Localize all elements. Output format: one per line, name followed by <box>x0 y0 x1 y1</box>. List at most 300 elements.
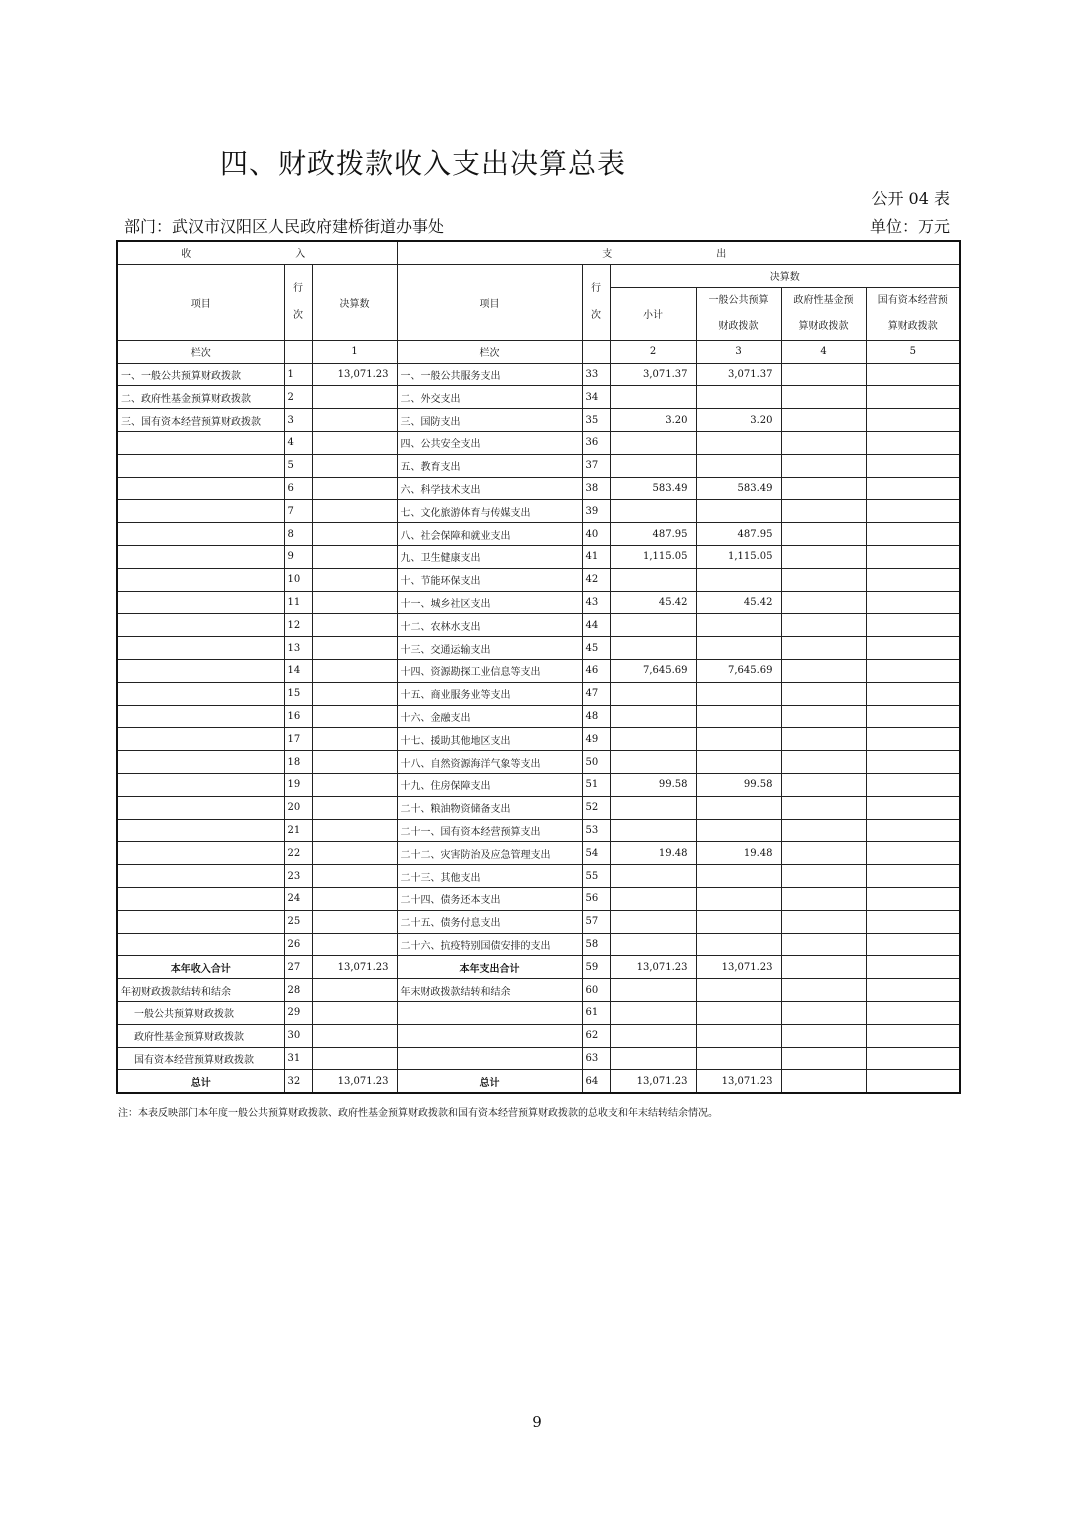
general-budget-cell <box>696 751 781 774</box>
general-budget-cell <box>696 682 781 705</box>
department-label: 部门：武汉市汉阳区人民政府建桥街道办事处 <box>124 217 445 236</box>
income-item-cell: 一、一般公共预算财政拨款 <box>117 363 284 386</box>
income-row-no-cell: 18 <box>284 751 312 774</box>
expense-item-cell: 十七、援助其他地区支出 <box>397 728 582 751</box>
general-budget-cell <box>696 1024 781 1047</box>
subtotal-header: 小计 <box>610 287 696 340</box>
subtotal-cell: 7,645.69 <box>610 659 696 682</box>
income-row-no-cell: 17 <box>284 728 312 751</box>
state-capital-cell <box>866 363 960 386</box>
expense-row-no-cell: 44 <box>582 614 610 637</box>
gov-fund-cell <box>781 956 866 979</box>
subtotal-cell: 1,115.05 <box>610 545 696 568</box>
income-item-cell: 政府性基金预算财政拨款 <box>117 1024 284 1047</box>
subtotal-cell: 583.49 <box>610 477 696 500</box>
expense-row-no-cell: 46 <box>582 659 610 682</box>
expense-item-cell: 十五、商业服务业等支出 <box>397 682 582 705</box>
form-number: 公开 04 表 <box>871 189 950 208</box>
final-amount-header: 决算数 <box>610 264 960 287</box>
income-item-cell <box>117 773 284 796</box>
expense-row-no-cell: 42 <box>582 568 610 591</box>
income-row-no-cell: 4 <box>284 431 312 454</box>
income-item-cell: 国有资本经营预算财政拨款 <box>117 1047 284 1070</box>
income-item-cell <box>117 751 284 774</box>
expense-row-no-cell: 40 <box>582 523 610 546</box>
subtotal-cell <box>610 728 696 751</box>
gov-fund-cell <box>781 477 866 500</box>
table-row <box>117 1001 960 1024</box>
expense-row-no-cell: 56 <box>582 887 610 910</box>
income-row-no-cell: 19 <box>284 773 312 796</box>
expense-item-cell: 五、教育支出 <box>397 454 582 477</box>
table-row <box>117 431 960 454</box>
subtotal-cell <box>610 500 696 523</box>
expense-lanci-rowno <box>582 340 610 363</box>
expense-row-no-header: 行 次 <box>582 264 610 340</box>
income-row-no-cell: 29 <box>284 1001 312 1024</box>
state-capital-header: 国有资本经营预 算财政拨款 <box>866 287 960 340</box>
subtotal-cell <box>610 1047 696 1070</box>
general-budget-cell <box>696 705 781 728</box>
state-capital-cell <box>866 1001 960 1024</box>
subtotal-cell <box>610 614 696 637</box>
subtotal-cell: 99.58 <box>610 773 696 796</box>
state-capital-cell <box>866 910 960 933</box>
general-budget-cell <box>696 728 781 751</box>
income-row-no-cell: 16 <box>284 705 312 728</box>
income-row-no-cell: 28 <box>284 979 312 1002</box>
state-capital-cell <box>866 1047 960 1070</box>
income-item-cell: 总计 <box>117 1070 284 1093</box>
income-amount-cell <box>312 728 397 751</box>
expense-row-no-cell: 57 <box>582 910 610 933</box>
general-budget-cell <box>696 568 781 591</box>
gov-fund-cell <box>781 842 866 865</box>
income-row-no-cell: 22 <box>284 842 312 865</box>
expense-item-header: 项目 <box>397 264 582 340</box>
col-number-2: 2 <box>610 340 696 363</box>
expense-row-no-cell: 60 <box>582 979 610 1002</box>
state-capital-cell <box>866 865 960 888</box>
state-capital-cell <box>866 1024 960 1047</box>
income-amount-cell <box>312 659 397 682</box>
table-row <box>117 363 960 386</box>
subtotal-cell: 13,071.23 <box>610 1070 696 1093</box>
income-row-no-cell: 31 <box>284 1047 312 1070</box>
income-row-no-cell: 26 <box>284 933 312 956</box>
state-capital-cell <box>866 842 960 865</box>
expense-row-no-cell: 35 <box>582 409 610 432</box>
page-number: 9 <box>532 1413 542 1431</box>
income-item-cell <box>117 591 284 614</box>
table-row <box>117 591 960 614</box>
table-row <box>117 637 960 660</box>
general-budget-cell <box>696 819 781 842</box>
income-item-cell <box>117 431 284 454</box>
income-amount-cell <box>312 409 397 432</box>
expense-item-cell: 一、一般公共服务支出 <box>397 363 582 386</box>
general-budget-cell: 45.42 <box>696 591 781 614</box>
general-budget-cell: 13,071.23 <box>696 1070 781 1093</box>
income-amount-cell <box>312 933 397 956</box>
general-budget-cell <box>696 933 781 956</box>
gov-fund-cell <box>781 591 866 614</box>
income-amount-cell <box>312 705 397 728</box>
income-item-cell <box>117 842 284 865</box>
table-row <box>117 568 960 591</box>
general-budget-cell: 487.95 <box>696 523 781 546</box>
table-row <box>117 1024 960 1047</box>
subtotal-cell: 3,071.37 <box>610 363 696 386</box>
general-budget-cell: 19.48 <box>696 842 781 865</box>
income-amount-cell: 13,071.23 <box>312 1070 397 1093</box>
general-budget-cell <box>696 431 781 454</box>
state-capital-cell <box>866 979 960 1002</box>
income-amount-cell <box>312 431 397 454</box>
expense-row-no-cell: 58 <box>582 933 610 956</box>
income-row-no-cell: 7 <box>284 500 312 523</box>
expense-item-cell: 二、外交支出 <box>397 386 582 409</box>
expense-row-no-cell: 34 <box>582 386 610 409</box>
subtotal-cell: 19.48 <box>610 842 696 865</box>
table-row <box>117 545 960 568</box>
income-amount-cell <box>312 591 397 614</box>
general-budget-cell: 3,071.37 <box>696 363 781 386</box>
col-number-3: 3 <box>696 340 781 363</box>
subtotal-cell <box>610 431 696 454</box>
income-amount-cell: 13,071.23 <box>312 363 397 386</box>
expense-row-no-cell: 48 <box>582 705 610 728</box>
subtotal-cell <box>610 887 696 910</box>
income-amount-cell <box>312 796 397 819</box>
subtotal-cell <box>610 682 696 705</box>
state-capital-cell <box>866 431 960 454</box>
income-amount-cell <box>312 1047 397 1070</box>
expense-row-no-cell: 41 <box>582 545 610 568</box>
income-item-cell <box>117 705 284 728</box>
expense-item-cell <box>397 1024 582 1047</box>
state-capital-cell <box>866 887 960 910</box>
gov-fund-cell <box>781 431 866 454</box>
income-amount-cell <box>312 545 397 568</box>
subtotal-cell <box>610 910 696 933</box>
income-row-no-cell: 8 <box>284 523 312 546</box>
general-budget-cell <box>696 637 781 660</box>
table-row <box>117 500 960 523</box>
table-row <box>117 819 960 842</box>
general-budget-cell: 99.58 <box>696 773 781 796</box>
state-capital-cell <box>866 545 960 568</box>
expense-row-no-cell: 52 <box>582 796 610 819</box>
table-row <box>117 887 960 910</box>
income-item-cell <box>117 933 284 956</box>
col-number-5: 5 <box>866 340 960 363</box>
expense-row-no-cell: 55 <box>582 865 610 888</box>
gov-fund-cell <box>781 1024 866 1047</box>
expense-row-no-cell: 37 <box>582 454 610 477</box>
expense-item-cell: 年末财政拨款结转和结余 <box>397 979 582 1002</box>
gov-fund-cell <box>781 773 866 796</box>
gov-fund-cell <box>781 1070 866 1093</box>
subtotal-cell <box>610 751 696 774</box>
table-row <box>117 614 960 637</box>
income-row-no-cell: 6 <box>284 477 312 500</box>
expense-item-cell <box>397 1001 582 1024</box>
income-lanci-label: 栏次 <box>117 340 284 363</box>
expense-header: 支 出 <box>397 241 960 264</box>
expense-row-no-cell: 43 <box>582 591 610 614</box>
gov-fund-cell <box>781 682 866 705</box>
income-row-no-cell: 12 <box>284 614 312 637</box>
subtotal-cell <box>610 1024 696 1047</box>
state-capital-cell <box>866 523 960 546</box>
gov-fund-cell <box>781 728 866 751</box>
income-item-cell: 三、国有资本经营预算财政拨款 <box>117 409 284 432</box>
income-amount-cell <box>312 887 397 910</box>
state-capital-cell <box>866 614 960 637</box>
state-capital-cell <box>866 637 960 660</box>
subtotal-cell <box>610 568 696 591</box>
expense-row-no-cell: 47 <box>582 682 610 705</box>
income-row-no-cell: 10 <box>284 568 312 591</box>
table-row <box>117 773 960 796</box>
expense-item-cell: 总计 <box>397 1070 582 1093</box>
income-row-no-cell: 32 <box>284 1070 312 1093</box>
income-row-no-cell: 11 <box>284 591 312 614</box>
expense-item-cell: 十、节能环保支出 <box>397 568 582 591</box>
subtotal-cell <box>610 454 696 477</box>
income-amount-cell <box>312 1001 397 1024</box>
general-budget-cell: 13,071.23 <box>696 956 781 979</box>
expense-item-cell: 十三、交通运输支出 <box>397 637 582 660</box>
expense-item-cell: 三、国防支出 <box>397 409 582 432</box>
income-amount-cell <box>312 614 397 637</box>
expense-item-cell: 十八、自然资源海洋气象等支出 <box>397 751 582 774</box>
table-row <box>117 386 960 409</box>
subtotal-cell: 3.20 <box>610 409 696 432</box>
income-item-cell <box>117 865 284 888</box>
table-row <box>117 751 960 774</box>
expense-item-cell: 十二、农林水支出 <box>397 614 582 637</box>
table-row <box>117 409 960 432</box>
expense-item-cell: 十六、金融支出 <box>397 705 582 728</box>
gov-fund-cell <box>781 910 866 933</box>
expense-row-no-cell: 38 <box>582 477 610 500</box>
table-row <box>117 1070 960 1093</box>
subtotal-cell <box>610 819 696 842</box>
page-title: 四、财政拨款收入支出决算总表 <box>220 147 627 180</box>
general-budget-cell <box>696 454 781 477</box>
appropriation-summary-table <box>116 240 961 1094</box>
expense-item-cell: 二十五、债务付息支出 <box>397 910 582 933</box>
table-row <box>117 682 960 705</box>
general-budget-cell <box>696 887 781 910</box>
income-row-no-cell: 14 <box>284 659 312 682</box>
gov-fund-cell <box>781 751 866 774</box>
expense-row-no-cell: 49 <box>582 728 610 751</box>
general-budget-cell: 3.20 <box>696 409 781 432</box>
income-amount-cell <box>312 386 397 409</box>
income-row-no-header: 行 次 <box>284 264 312 340</box>
income-row-no-cell: 30 <box>284 1024 312 1047</box>
subtotal-cell <box>610 796 696 819</box>
expense-lanci-label: 栏次 <box>397 340 582 363</box>
table-row <box>117 910 960 933</box>
gov-fund-cell <box>781 386 866 409</box>
subtotal-cell: 13,071.23 <box>610 956 696 979</box>
income-item-cell <box>117 477 284 500</box>
expense-item-cell: 六、科学技术支出 <box>397 477 582 500</box>
state-capital-cell <box>866 751 960 774</box>
gov-fund-cell <box>781 523 866 546</box>
subtotal-cell <box>610 933 696 956</box>
state-capital-cell <box>866 705 960 728</box>
general-budget-cell: 7,645.69 <box>696 659 781 682</box>
table-note: 注：本表反映部门本年度一般公共预算财政拨款、政府性基金预算财政拨款和国有资本经营预算财政拨款的总收支和年末结转结余情况。 <box>118 1108 718 1119</box>
state-capital-cell <box>866 568 960 591</box>
income-item-cell: 年初财政拨款结转和结余 <box>117 979 284 1002</box>
expense-item-cell: 十一、城乡社区支出 <box>397 591 582 614</box>
income-row-no-cell: 15 <box>284 682 312 705</box>
income-row-no-cell: 21 <box>284 819 312 842</box>
income-item-cell <box>117 728 284 751</box>
state-capital-cell <box>866 819 960 842</box>
expense-row-no-cell: 62 <box>582 1024 610 1047</box>
expense-item-cell: 九、卫生健康支出 <box>397 545 582 568</box>
income-row-no-cell: 9 <box>284 545 312 568</box>
income-amount-header: 决算数 <box>312 264 397 340</box>
gov-fund-cell <box>781 979 866 1002</box>
expense-row-no-cell: 53 <box>582 819 610 842</box>
income-row-no-cell: 23 <box>284 865 312 888</box>
income-item-cell <box>117 500 284 523</box>
expense-item-cell: 四、公共安全支出 <box>397 431 582 454</box>
income-item-cell <box>117 545 284 568</box>
state-capital-cell <box>866 500 960 523</box>
income-item-cell <box>117 637 284 660</box>
gov-fund-cell <box>781 1047 866 1070</box>
expense-item-cell: 二十二、灾害防治及应急管理支出 <box>397 842 582 865</box>
subtotal-cell <box>610 865 696 888</box>
income-row-no-cell: 13 <box>284 637 312 660</box>
expense-item-cell: 八、社会保障和就业支出 <box>397 523 582 546</box>
income-item-cell <box>117 910 284 933</box>
table-row <box>117 1047 960 1070</box>
state-capital-cell <box>866 682 960 705</box>
col-number-1: 1 <box>312 340 397 363</box>
subtotal-cell: 487.95 <box>610 523 696 546</box>
general-budget-cell: 583.49 <box>696 477 781 500</box>
unit-label: 单位：万元 <box>869 217 950 236</box>
gov-fund-header: 政府性基金预 算财政拨款 <box>781 287 866 340</box>
income-amount-cell <box>312 568 397 591</box>
general-budget-cell <box>696 614 781 637</box>
col-number-4: 4 <box>781 340 866 363</box>
income-amount-cell <box>312 523 397 546</box>
state-capital-cell <box>866 1070 960 1093</box>
general-budget-cell <box>696 500 781 523</box>
income-amount-cell <box>312 773 397 796</box>
gov-fund-cell <box>781 1001 866 1024</box>
state-capital-cell <box>866 933 960 956</box>
gov-fund-cell <box>781 568 866 591</box>
gov-fund-cell <box>781 865 866 888</box>
expense-row-no-cell: 36 <box>582 431 610 454</box>
subtotal-cell <box>610 637 696 660</box>
income-row-no-cell: 25 <box>284 910 312 933</box>
income-item-cell: 一般公共预算财政拨款 <box>117 1001 284 1024</box>
expense-item-cell: 本年支出合计 <box>397 956 582 979</box>
state-capital-cell <box>866 409 960 432</box>
income-amount-cell <box>312 637 397 660</box>
income-row-no-cell: 3 <box>284 409 312 432</box>
income-item-cell <box>117 614 284 637</box>
income-item-cell: 本年收入合计 <box>117 956 284 979</box>
expense-row-no-cell: 51 <box>582 773 610 796</box>
gov-fund-cell <box>781 887 866 910</box>
income-amount-cell <box>312 682 397 705</box>
gov-fund-cell <box>781 796 866 819</box>
gov-fund-cell <box>781 705 866 728</box>
income-item-cell <box>117 568 284 591</box>
income-amount-cell <box>312 819 397 842</box>
table-row <box>117 454 960 477</box>
state-capital-cell <box>866 773 960 796</box>
general-budget-cell <box>696 1047 781 1070</box>
table-row <box>117 728 960 751</box>
income-amount-cell <box>312 865 397 888</box>
state-capital-cell <box>866 728 960 751</box>
subtotal-cell <box>610 1001 696 1024</box>
income-item-cell <box>117 454 284 477</box>
income-amount-cell <box>312 751 397 774</box>
expense-item-cell: 十四、资源勘探工业信息等支出 <box>397 659 582 682</box>
general-budget-cell <box>696 865 781 888</box>
expense-row-no-cell: 63 <box>582 1047 610 1070</box>
subtotal-cell <box>610 705 696 728</box>
expense-row-no-cell: 45 <box>582 637 610 660</box>
general-budget-header: 一般公共预算 财政拨款 <box>696 287 781 340</box>
income-item-cell <box>117 819 284 842</box>
income-row-no-cell: 5 <box>284 454 312 477</box>
table-row <box>117 523 960 546</box>
income-amount-cell <box>312 500 397 523</box>
income-amount-cell <box>312 910 397 933</box>
expense-item-cell: 七、文化旅游体育与传媒支出 <box>397 500 582 523</box>
income-row-no-cell: 1 <box>284 363 312 386</box>
subtotal-cell: 45.42 <box>610 591 696 614</box>
income-amount-cell <box>312 979 397 1002</box>
income-item-cell: 二、政府性基金预算财政拨款 <box>117 386 284 409</box>
gov-fund-cell <box>781 363 866 386</box>
expense-row-no-cell: 50 <box>582 751 610 774</box>
gov-fund-cell <box>781 614 866 637</box>
gov-fund-cell <box>781 500 866 523</box>
expense-item-cell: 二十四、债务还本支出 <box>397 887 582 910</box>
state-capital-cell <box>866 477 960 500</box>
income-item-cell <box>117 887 284 910</box>
subtotal-cell <box>610 979 696 1002</box>
income-item-cell <box>117 796 284 819</box>
table-row <box>117 705 960 728</box>
expense-item-cell: 二十三、其他支出 <box>397 865 582 888</box>
expense-row-no-cell: 61 <box>582 1001 610 1024</box>
expense-row-no-cell: 33 <box>582 363 610 386</box>
gov-fund-cell <box>781 637 866 660</box>
income-lanci-rowno <box>284 340 312 363</box>
gov-fund-cell <box>781 819 866 842</box>
income-item-cell <box>117 682 284 705</box>
